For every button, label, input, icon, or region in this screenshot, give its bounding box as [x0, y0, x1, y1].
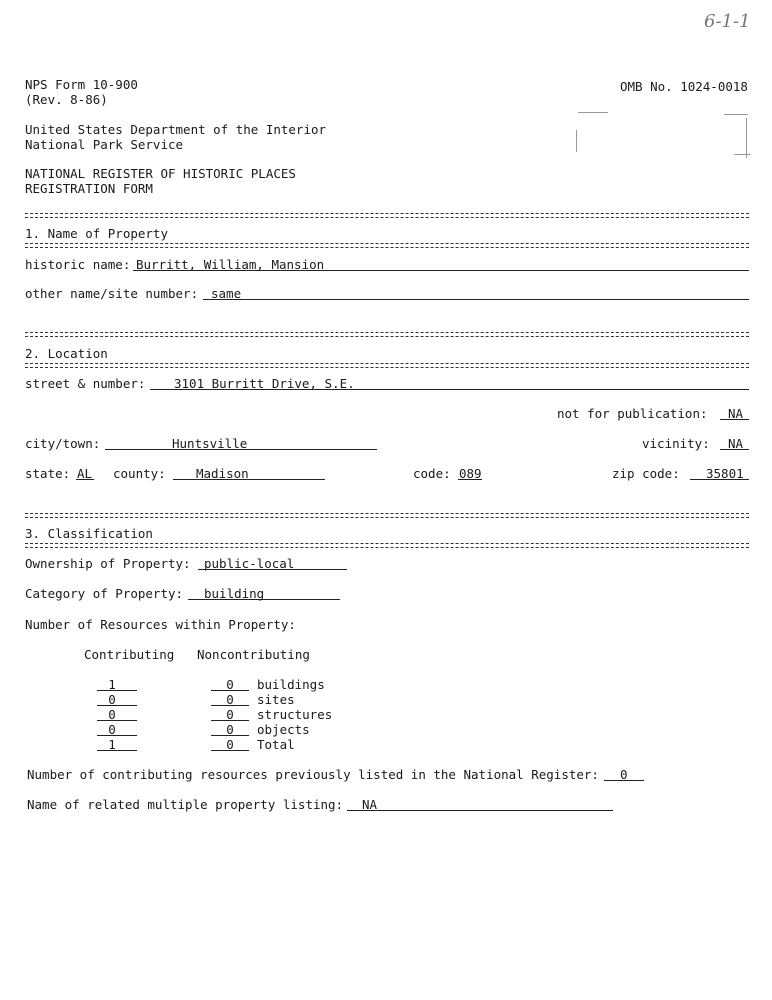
ownership-label: Ownership of Property: [25, 556, 191, 571]
code-label: code: [413, 466, 451, 481]
other-name-value: same [211, 286, 242, 301]
section3-heading: 3. Classification [25, 526, 153, 541]
resource-line [211, 735, 249, 736]
resource-line [211, 750, 249, 751]
contributing-column-header: Contributing [84, 647, 175, 662]
register-title: NATIONAL REGISTER OF HISTORIC PLACES [25, 166, 296, 181]
section-divider [25, 213, 749, 218]
state-line [76, 479, 94, 480]
resource-type: buildings [257, 677, 325, 692]
historic-name-value: Burritt, William, Mansion [136, 257, 325, 272]
faint-stamp-mark [574, 110, 752, 162]
section-divider [25, 243, 749, 248]
county-line [173, 479, 325, 480]
city-label: city/town: [25, 436, 101, 451]
resource-noncontributing-count: 0 [226, 692, 234, 707]
resource-contributing-count: 0 [108, 722, 116, 737]
form-revision: (Rev. 8-86) [25, 92, 108, 107]
zip-label: zip code: [612, 466, 680, 481]
resource-noncontributing-count: 0 [226, 737, 234, 752]
category-label: Category of Property: [25, 586, 184, 601]
resource-contributing-count: 1 [108, 737, 116, 752]
handwritten-mark: 6-1-1 [704, 11, 751, 32]
resource-noncontributing-count: 0 [226, 722, 234, 737]
department-name: United States Department of the Interior [25, 122, 327, 137]
resource-line [97, 735, 137, 736]
resource-noncontributing-count: 0 [226, 677, 234, 692]
category-line [188, 599, 340, 600]
not-for-publication-value: NA [728, 406, 744, 421]
county-label: county: [113, 466, 166, 481]
vicinity-value: NA [728, 436, 744, 451]
ownership-line [198, 569, 347, 570]
ownership-value: public-local [204, 556, 295, 571]
not-for-publication-label: not for publication: [557, 406, 708, 421]
resource-line [211, 705, 249, 706]
category-value: building [204, 586, 265, 601]
resource-type: structures [257, 707, 333, 722]
previously-listed-label: Number of contributing resources previously listed in the National Register: [27, 767, 599, 782]
form-number: NPS Form 10-900 [25, 77, 138, 92]
city-line [105, 449, 377, 450]
resource-type: objects [257, 722, 310, 737]
resource-line [97, 705, 137, 706]
resource-contributing-count: 0 [108, 707, 116, 722]
street-line [150, 389, 749, 390]
form-title: REGISTRATION FORM [25, 181, 153, 196]
section-divider [25, 332, 749, 337]
multiple-listing-value: NA [362, 797, 378, 812]
street-label: street & number: [25, 376, 146, 391]
resource-noncontributing-count: 0 [226, 707, 234, 722]
multiple-listing-line [347, 810, 613, 811]
city-value: Huntsville [172, 436, 248, 451]
section-divider [25, 513, 749, 518]
street-value: 3101 Burritt Drive, S.E. [174, 376, 355, 391]
section1-heading: 1. Name of Property [25, 226, 168, 241]
vicinity-label: vicinity: [642, 436, 710, 451]
noncontributing-column-header: Noncontributing [197, 647, 310, 662]
county-value: Madison [196, 466, 249, 481]
previously-listed-value: 0 [620, 767, 628, 782]
previously-listed-line [604, 780, 644, 781]
other-name-line [203, 299, 749, 300]
resources-label: Number of Resources within Property: [25, 617, 296, 632]
omb-number: OMB No. 1024-0018 [620, 79, 748, 94]
section-divider [25, 543, 749, 548]
historic-name-line [133, 270, 749, 271]
code-line [458, 479, 482, 480]
resource-contributing-count: 1 [108, 677, 116, 692]
historic-name-label: historic name: [25, 257, 131, 272]
state-label: state: [25, 466, 71, 481]
not-for-publication-line [720, 419, 749, 420]
resource-type: Total [257, 737, 295, 752]
resource-type: sites [257, 692, 295, 707]
zip-value: 35801 [706, 466, 744, 481]
resource-line [211, 720, 249, 721]
resource-line [97, 720, 137, 721]
other-name-label: other name/site number: [25, 286, 199, 301]
service-name: National Park Service [25, 137, 184, 152]
resource-line [97, 750, 137, 751]
resource-line [97, 690, 137, 691]
multiple-listing-label: Name of related multiple property listing: [27, 797, 344, 812]
code-value: 089 [459, 466, 482, 481]
vicinity-line [720, 449, 749, 450]
resource-line [211, 690, 249, 691]
section2-heading: 2. Location [25, 346, 108, 361]
state-value: AL [77, 466, 93, 481]
zip-line [690, 479, 749, 480]
resource-contributing-count: 0 [108, 692, 116, 707]
section-divider [25, 363, 749, 368]
